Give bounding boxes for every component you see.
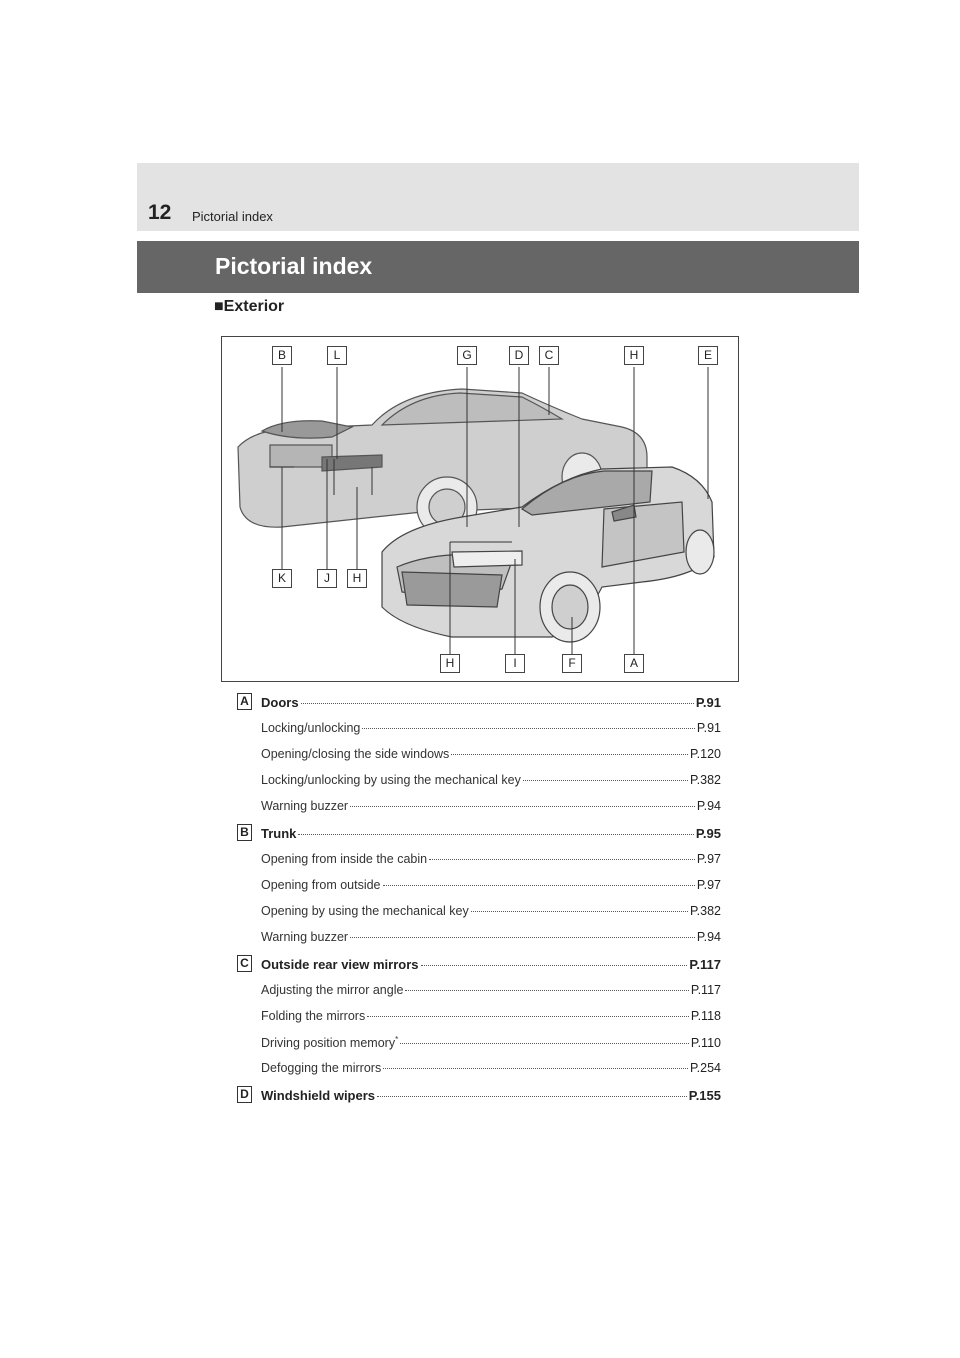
page-link[interactable]: P.110 [690,1036,721,1051]
index-subentry [261,747,721,765]
page-link[interactable]: P.95 [695,826,721,841]
page-link[interactable]: P.382 [689,904,721,918]
dot-leader [367,1016,689,1017]
title-bar [137,241,859,293]
entry-label: Windshield wipers [261,1088,376,1103]
dot-leader [405,990,688,991]
entry-label [261,1035,398,1050]
index-subentry [261,799,721,817]
section-key-d: D [237,1086,252,1103]
page-link[interactable]: P.94 [696,930,721,944]
page-title: Pictorial index [215,253,373,279]
dot-leader [429,859,695,860]
dot-leader [298,834,694,835]
header-section-name: Pictorial index [192,209,273,224]
callout-i: I [505,654,525,673]
page-link[interactable]: P.117 [690,983,721,997]
index-subentry [261,852,721,870]
index-entry-trunk [261,826,721,844]
callout-h-middle: H [347,569,367,588]
entry-label: Outside rear view mirrors [261,957,419,972]
entry-label: Locking/unlocking [261,721,361,735]
callout-j: J [317,569,337,588]
section-key-b: B [237,824,252,841]
dot-leader [471,911,688,912]
section-key-a: A [237,693,252,710]
exterior-figure [221,336,739,682]
page-link[interactable]: P.118 [690,1009,721,1023]
callout-l: L [327,346,347,365]
dot-leader [421,965,688,966]
entry-label: Warning buzzer [261,930,349,944]
page-link[interactable]: P.382 [689,773,721,787]
callout-g: G [457,346,477,365]
car-illustration [222,337,739,682]
page-link[interactable]: P.91 [695,695,721,710]
index-subentry [261,983,721,1001]
index-subentry [261,1061,721,1079]
entry-label-text: Driving position memory [261,1036,396,1051]
page-link[interactable]: P.120 [689,747,721,761]
index-entry-windshield-wipers [261,1088,721,1106]
section-key-c: C [237,955,252,972]
entry-label: Locking/unlocking by using the mechanical key [261,773,521,787]
page-link[interactable]: P.94 [696,799,721,813]
callout-c: C [539,346,559,365]
callout-k: K [272,569,292,588]
callout-d: D [509,346,529,365]
entry-label: Trunk [261,826,297,841]
callout-h-top: H [624,346,644,365]
page-link[interactable]: P.254 [689,1061,721,1075]
page-link[interactable]: P.155 [688,1088,721,1103]
dot-leader [451,754,688,755]
index-subentry [261,930,721,948]
entry-label: Warning buzzer [261,799,349,813]
page-number: 12 [148,201,172,224]
entry-label: Adjusting the mirror angle [261,983,404,997]
entry-label: Doors [261,695,299,710]
callout-b: B [272,346,292,365]
dot-leader [350,806,695,807]
dot-leader [362,728,695,729]
callout-f: F [562,654,582,673]
dot-leader [301,703,694,704]
dot-leader [350,937,695,938]
dot-leader [400,1043,689,1044]
index-entry-doors [261,695,721,713]
page-link[interactable]: P.91 [696,721,721,735]
entry-label: Opening/closing the side windows [261,747,450,761]
dot-leader [383,1068,688,1069]
index-subentry [261,904,721,922]
callout-e: E [698,346,718,365]
dot-leader [523,780,688,781]
page-link[interactable]: P.117 [689,957,721,972]
entry-label: Defogging the mirrors [261,1061,382,1075]
dot-leader [383,885,695,886]
entry-label: Opening by using the mechanical key [261,904,469,918]
entry-label: Folding the mirrors [261,1009,366,1023]
footnote-marker: * [395,1035,399,1044]
page-link[interactable]: P.97 [696,852,721,866]
index-subentry [261,721,721,739]
callout-a: A [624,654,644,673]
exterior-subheading: ■Exterior [214,298,285,315]
index-subentry [261,1009,721,1027]
index-entry-outside-mirrors [261,957,721,975]
index-subentry [261,773,721,791]
index-subentry [261,878,721,896]
dot-leader [377,1096,687,1097]
entry-label: Opening from inside the cabin [261,852,428,866]
page-link[interactable]: P.97 [696,878,721,892]
callout-h-bottom: H [440,654,460,673]
index-subentry [261,1035,721,1053]
entry-label: Opening from outside [261,878,381,892]
